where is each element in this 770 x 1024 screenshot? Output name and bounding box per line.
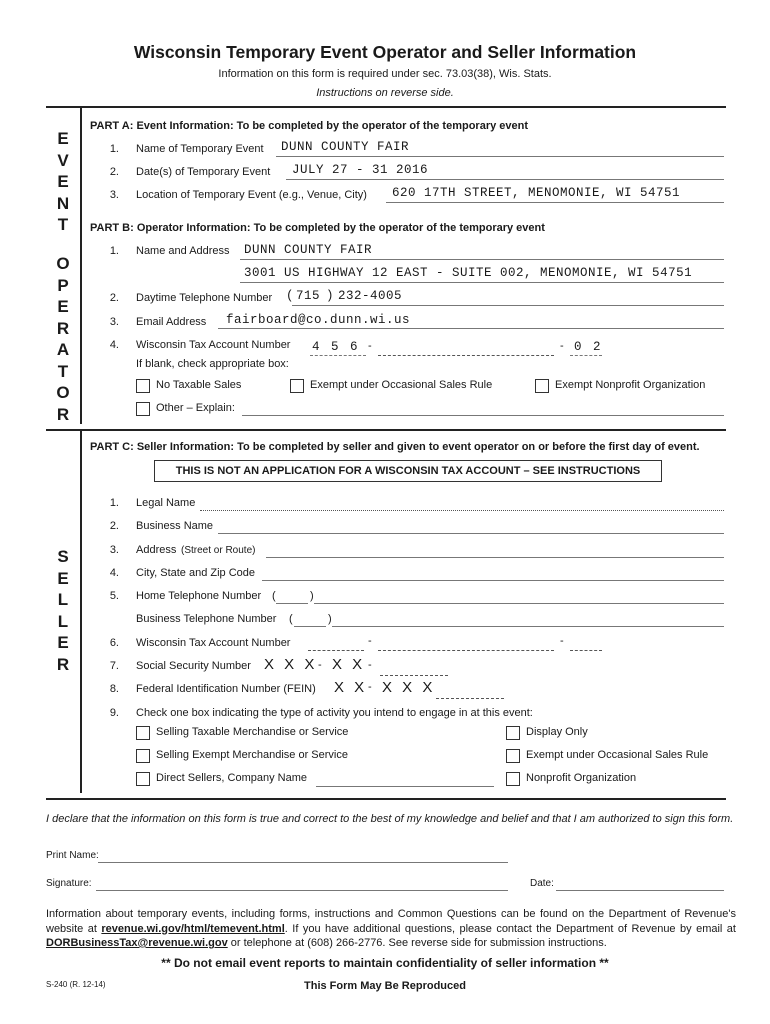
- side-letter: V: [57, 150, 69, 170]
- side-label-operator: [48, 253, 78, 425]
- separator-dash: -: [368, 635, 372, 647]
- item-number: 1.: [109, 143, 119, 155]
- display-only-label: Display Only: [526, 726, 588, 738]
- selling-exempt-label: Selling Exempt Merchandise or Service: [156, 749, 348, 761]
- selling-taxable-checkbox[interactable]: [136, 726, 150, 740]
- bottom-divider: [46, 798, 726, 800]
- partc-divider: [46, 429, 726, 431]
- ssn-mask-1: X X X: [264, 656, 318, 673]
- activity-label: Check one box indicating the type of activity you intend to engage in at this event:: [136, 707, 533, 719]
- operator-tax-suffix-field[interactable]: 0 2: [574, 340, 603, 354]
- side-letter: R: [56, 404, 70, 424]
- no-taxable-sales-checkbox[interactable]: [136, 379, 150, 393]
- digit-blanks: [570, 355, 602, 356]
- item-number: 9.: [109, 707, 119, 719]
- seller-tax-label: Wisconsin Tax Account Number: [136, 637, 291, 649]
- side-letter: A: [56, 340, 70, 359]
- selling-exempt-checkbox[interactable]: [136, 749, 150, 763]
- side-letter: E: [57, 633, 69, 652]
- side-letter: O: [56, 254, 70, 273]
- ssn-mask-2: X X: [332, 656, 366, 673]
- side-letter: L: [57, 590, 69, 609]
- event-location-label: Location of Temporary Event (e.g., Venue, City): [136, 189, 367, 201]
- digit-blanks: [310, 355, 366, 356]
- side-letter: E: [57, 129, 69, 148]
- top-divider: [46, 106, 726, 108]
- separator-dash: -: [368, 659, 372, 671]
- fein-mask-1: X X: [334, 679, 368, 696]
- other-checkbox[interactable]: [136, 402, 150, 416]
- exempt-nonprofit-label: Exempt Nonprofit Organization: [555, 379, 706, 391]
- item-number: 5.: [109, 590, 119, 602]
- separator-dash: -: [560, 635, 564, 647]
- operator-tax-prefix-field[interactable]: 4 5 6: [312, 340, 360, 354]
- seller-tax-field[interactable]: [378, 650, 554, 651]
- side-letter: E: [57, 568, 69, 588]
- business-phone-field[interactable]: [332, 626, 724, 627]
- email-warning: ** Do not email event reports to maintain confidentiality of seller information **: [161, 956, 609, 970]
- address-field[interactable]: [266, 557, 724, 558]
- direct-sellers-label: Direct Sellers, Company Name: [156, 772, 307, 784]
- phone-paren-close: ): [310, 590, 314, 602]
- item-number: 4.: [109, 567, 119, 579]
- reproduce-note: This Form May Be Reproduced: [304, 980, 466, 992]
- home-phone-field[interactable]: [314, 603, 724, 604]
- separator-dash: -: [368, 340, 372, 352]
- side-letter: R: [56, 318, 70, 338]
- operator-email-label: Email Address: [136, 316, 207, 328]
- business-phone-area-field[interactable]: [294, 626, 326, 627]
- phone-paren-open: (: [272, 590, 276, 602]
- exempt-occasional-label: Exempt under Occasional Sales Rule: [310, 379, 493, 391]
- parta-heading: PART A: Event Information: To be completed by the operator of the temporary event: [90, 120, 529, 132]
- side-letter: T: [57, 361, 69, 381]
- phone-paren-open: (: [286, 289, 295, 303]
- statute-note: Information on this form is required under sec. 73.03(38), Wis. Stats.: [218, 68, 552, 80]
- other-explain-field[interactable]: [242, 415, 724, 416]
- item-number: 4.: [109, 339, 119, 351]
- side-letter: E: [57, 297, 69, 316]
- item-number: 2.: [109, 520, 119, 532]
- business-phone-label: Business Telephone Number: [136, 613, 277, 625]
- operator-name-field[interactable]: DUNN COUNTY FAIR: [244, 243, 373, 257]
- phone-paren-open: (: [289, 613, 293, 625]
- item-number: 2.: [109, 292, 119, 304]
- business-name-label: Business Name: [136, 520, 214, 532]
- form-id: S-240 (R. 12-14): [46, 980, 106, 989]
- operator-phone-area-field[interactable]: 715: [296, 289, 321, 303]
- instructions-note: Instructions on reverse side.: [316, 87, 454, 99]
- exempt-nonprofit-checkbox[interactable]: [535, 379, 549, 393]
- side-letter: R: [56, 654, 70, 674]
- side-letter: T: [57, 215, 69, 234]
- city-state-zip-label: City, State and Zip Code: [136, 567, 256, 579]
- operator-tax-label: Wisconsin Tax Account Number: [136, 339, 291, 351]
- side-letter: S: [57, 547, 69, 566]
- event-dates-field[interactable]: JULY 27 - 31 2016: [292, 163, 429, 177]
- info-paragraph: [46, 907, 736, 951]
- address-label: Address: [136, 544, 177, 556]
- declaration-text: I declare that the information on this form is true and correct to the best of my knowledge and belief and that I am authorized to sign this form.: [46, 813, 734, 825]
- not-application-notice: THIS IS NOT AN APPLICATION FOR A WISCONSIN TAX ACCOUNT – SEE INSTRUCTIONS: [154, 460, 662, 482]
- operator-side-divider: [80, 106, 82, 424]
- home-phone-area-field[interactable]: [276, 603, 308, 604]
- fein-field[interactable]: [436, 698, 504, 699]
- item-number: 6.: [109, 637, 119, 649]
- print-name-field[interactable]: [98, 862, 508, 863]
- item-number: 1.: [109, 497, 119, 509]
- phone-paren-close: ): [326, 289, 335, 303]
- direct-sellers-checkbox[interactable]: [136, 772, 150, 786]
- field-line: [276, 156, 724, 157]
- separator-dash: -: [368, 681, 372, 693]
- info-text: Information about temporary events, including forms, instructions and Common Questions can be found on the Department of Revenue's website at: [46, 908, 736, 935]
- revenue-website-link[interactable]: revenue.wi.gov/html/temevent.html: [101, 922, 285, 935]
- exempt-occasional-checkbox[interactable]: [290, 379, 304, 393]
- revenue-email-link[interactable]: DORBusinessTax@revenue.wi.gov: [46, 937, 228, 949]
- event-location-field[interactable]: 620 17TH STREET, MENOMONIE, WI 54751: [392, 186, 681, 200]
- operator-name-label: Name and Address: [136, 245, 230, 257]
- event-name-label: Name of Temporary Event: [136, 143, 264, 155]
- info-text: or telephone at (608) 266-2776. See reverse side for submission instructions.: [227, 937, 607, 949]
- operator-phone-label: Daytime Telephone Number: [136, 292, 273, 304]
- side-letter: N: [56, 193, 70, 213]
- event-name-field[interactable]: DUNN COUNTY FAIR: [281, 140, 410, 154]
- item-number: 1.: [109, 245, 119, 257]
- blank-note: If blank, check appropriate box:: [136, 358, 289, 370]
- no-taxable-sales-label: No Taxable Sales: [156, 379, 242, 391]
- field-line: [240, 282, 724, 283]
- occasional-sales-checkbox[interactable]: [506, 749, 520, 763]
- operator-phone-field[interactable]: 232-4005: [338, 289, 403, 303]
- separator-dash: -: [318, 659, 322, 671]
- partb-heading: PART B: Operator Information: To be completed by the operator of the temporary event: [90, 222, 545, 234]
- field-line: [386, 202, 724, 203]
- nonprofit-label: Nonprofit Organization: [526, 772, 637, 784]
- print-name-label: Print Name:: [46, 850, 99, 861]
- side-label-seller: [48, 546, 78, 675]
- item-number: 3.: [109, 544, 119, 556]
- item-number: 2.: [109, 166, 119, 178]
- phone-paren-close: ): [328, 613, 332, 625]
- info-text: . If you have additional questions, please contact the Department of Revenue by email at: [284, 922, 736, 935]
- home-phone-label: Home Telephone Number: [136, 590, 262, 602]
- selling-taxable-label: Selling Taxable Merchandise or Service: [156, 726, 349, 738]
- side-letter: L: [57, 611, 69, 631]
- field-line: [240, 259, 724, 260]
- field-line: [286, 179, 724, 180]
- side-letter: E: [57, 172, 69, 191]
- city-state-zip-field[interactable]: [262, 580, 724, 581]
- signature-label: Signature:: [46, 878, 92, 889]
- display-only-checkbox[interactable]: [506, 726, 520, 740]
- seller-side-divider: [80, 429, 82, 793]
- side-letter: O: [56, 383, 70, 402]
- partc-heading: PART C: Seller Information: To be completed by seller and given to event operator on or before the first day of event.: [90, 441, 700, 453]
- operator-address-field[interactable]: 3001 US HIGHWAY 12 EAST - SUITE 002, MENOMONIE, WI 54751: [244, 266, 693, 280]
- seller-tax-prefix-field[interactable]: [308, 650, 364, 651]
- digit-blanks: [378, 355, 554, 356]
- field-line: [292, 305, 724, 306]
- address-hint: (Street or Route): [181, 545, 256, 556]
- item-number: 7.: [109, 660, 119, 672]
- item-number: 3.: [109, 189, 119, 201]
- side-letter: P: [57, 275, 69, 295]
- other-explain-label: Other – Explain:: [156, 402, 235, 414]
- fein-label: Federal Identification Number (FEIN): [136, 683, 316, 695]
- ssn-label: Social Security Number: [136, 660, 251, 672]
- signature-field[interactable]: [96, 890, 508, 891]
- nonprofit-checkbox[interactable]: [506, 772, 520, 786]
- occasional-sales-label: Exempt under Occasional Sales Rule: [526, 749, 709, 761]
- company-name-field[interactable]: [316, 786, 494, 787]
- date-label: Date:: [530, 878, 554, 889]
- business-name-field[interactable]: [218, 533, 724, 534]
- ssn-field[interactable]: [380, 675, 448, 676]
- legal-name-label: Legal Name: [136, 497, 196, 509]
- operator-email-field[interactable]: fairboard@co.dunn.wi.us: [226, 313, 411, 327]
- date-field[interactable]: [556, 890, 724, 891]
- seller-tax-suffix-field[interactable]: [570, 650, 602, 651]
- separator-dash: -: [560, 340, 564, 352]
- page-title: Wisconsin Temporary Event Operator and Seller Information: [133, 42, 637, 62]
- side-label-event: [48, 128, 78, 236]
- item-number: 3.: [109, 316, 119, 328]
- fein-mask-2: X X X: [382, 679, 436, 696]
- legal-name-field[interactable]: [200, 510, 724, 511]
- item-number: 8.: [109, 683, 119, 695]
- field-line: [218, 328, 724, 329]
- event-dates-label: Date(s) of Temporary Event: [136, 166, 271, 178]
